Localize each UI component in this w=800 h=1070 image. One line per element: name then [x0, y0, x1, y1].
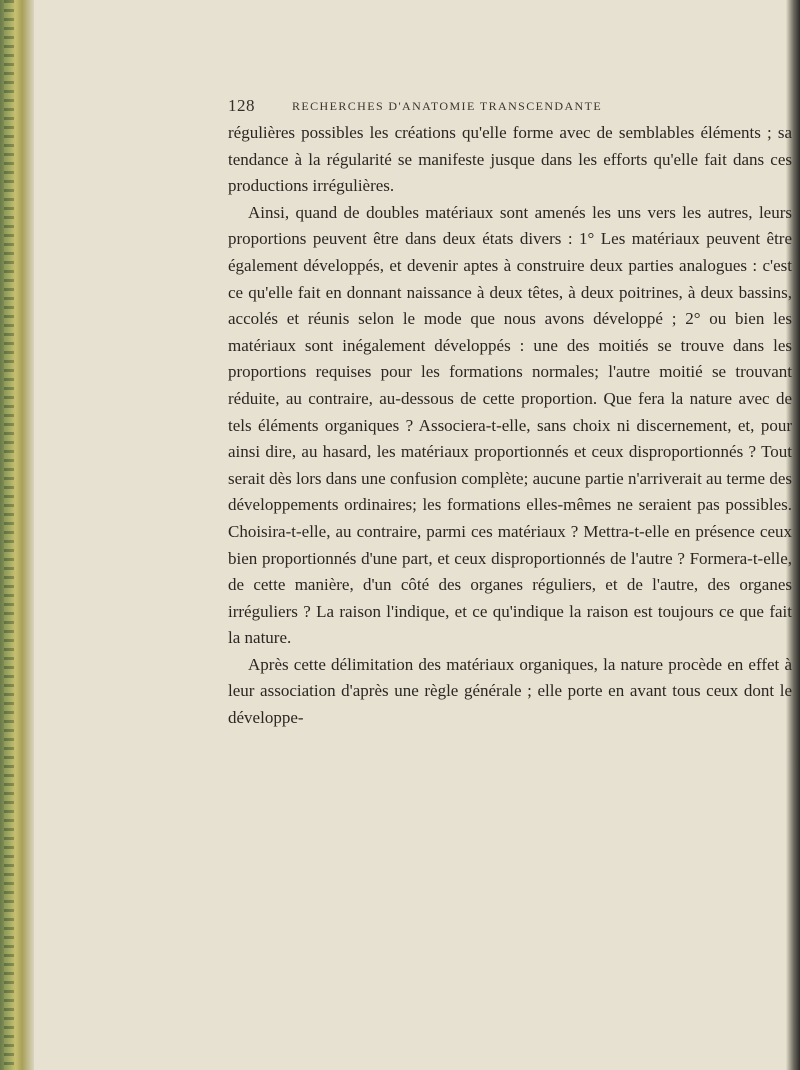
- body-text: [228, 120, 792, 732]
- page-header: [228, 96, 792, 118]
- book-page: [228, 96, 792, 732]
- paragraph: régulières possibles les créations qu'elle forme avec de semblables éléments ; sa tendance à la régularité se manifeste jusque dans les efforts qu'elle fait dans ces productions irrégulières.: [228, 123, 792, 196]
- paragraph: Ainsi, quand de doubles matériaux sont amenés les uns vers les autres, leurs proportions peuvent être dans deux états divers : 1° Les matériaux peuvent être également développés, et devenir aptes à construire deux parties analogues : c'est ce qu'elle fait en donnant naissance à deux têtes, à deux poitrines, à deux bassins, accolés et réunis selon le mode que nous avons développé ; 2° ou bien les matériaux sont inégalement développés : une des moitiés se trouve dans les proportions requises pour les formations normales; l'autre moitié se trouvant réduite, au contraire, au-dessous de cette proportion. Que fera la nature avec de tels éléments organiques ? Associera-t-elle, sans choix ni discernement, et, pour ainsi dire, au hasard, les matériaux proportionnés et ceux disproportionnés ? Tout serait dès lors dans une confusion complète; aucune partie n'arriverait au terme des développements ordinaires; les formations elles-mêmes ne seraient pas possibles. Choisira-t-elle, au contraire, parmi ces matériaux ? Mettra-t-elle en présence ceux bien proportionnés d'une part, et ceux disproportionnés de l'autre ? Formera-t-elle, de cette manière, d'un côté des organes réguliers, et de l'autre, des organes irréguliers ? La raison l'indique, et ce qu'indique la raison est toujours ce que fait la nature.: [228, 202, 792, 648]
- paragraph: Après cette délimitation des matériaux organiques, la nature procède en effet à leur association d'après une règle générale ; elle porte en avant tous ceux dont le développe-: [228, 654, 792, 728]
- page-number: 128: [228, 96, 255, 115]
- book-binding: [0, 0, 34, 1070]
- running-head: RECHERCHES D'ANATOMIE TRANSCENDANTE: [292, 99, 603, 113]
